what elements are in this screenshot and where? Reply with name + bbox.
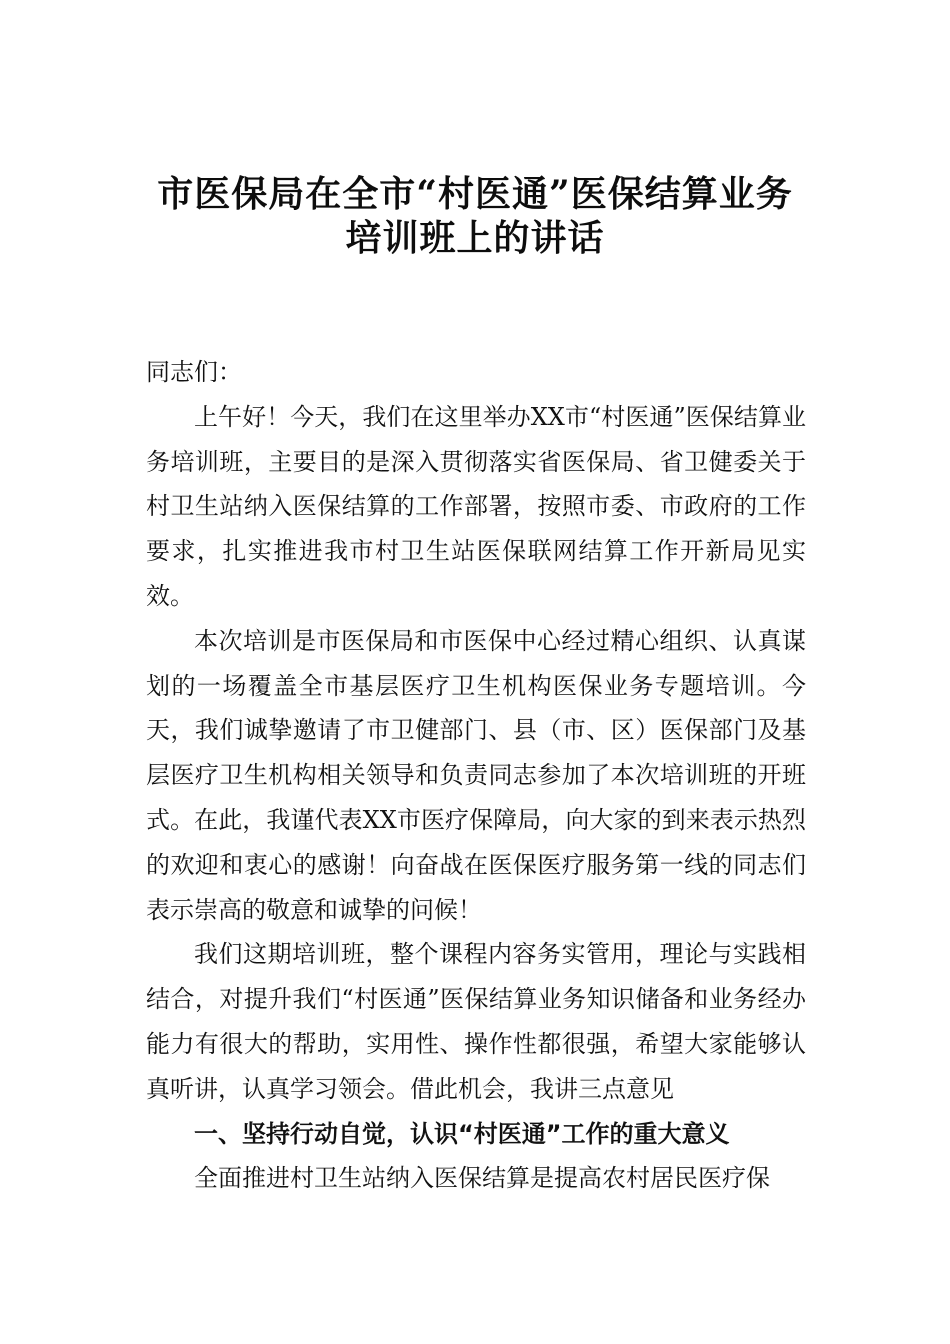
document-title-line-1: 市医保局在全市“村医通”医保结算业务 xyxy=(157,173,793,215)
section-heading-1: 一、坚持行动自觉，认识“村医通”工作的重大意义 xyxy=(194,1119,730,1148)
body-paragraph-2: 本次培训是市医保局和市医保中心经过精心组织、认真谋划的一场覆盖全市基层医疗卫生机构医保业务专题培训。今天，我们诚挚邀请了市卫健部门、县（市、区）医保部门及基层医疗卫生机构相关领导和负责同志参加了本次培训班的开班式。在此，我谨代表XX市医疗保障局，向大家的到来表示热烈的欢迎和衷心的感谢！向奋战在医保医疗服务第一线的同志们表示崇高的敬意和诚挚的问候！ xyxy=(146,626,806,924)
salutation: 同志们： xyxy=(146,358,242,386)
body-paragraph-3: 我们这期培训班，整个课程内容务实管用，理论与实践相结合，对提升我们“村医通”医保结算业务知识储备和业务经办能力有很大的帮助，实用性、操作性都很强，希望大家能够认真听讲，认真学习领会。借此机会，我讲三点意见 xyxy=(146,940,806,1103)
document-title-line-2: 培训班上的讲话 xyxy=(345,217,605,259)
body-paragraph-1: 上午好！今天，我们在这里举办XX市“村医通”医保结算业务培训班，主要目的是深入贯彻落实省医保局、省卫健委关于村卫生站纳入医保结算的工作部署，按照市委、市政府的工作要求，扎实推进我市村卫生站医保联网结算工作开新局见实效。 xyxy=(146,402,806,610)
section-paragraph-1: 全面推进村卫生站纳入医保结算是提高农村居民医疗保 xyxy=(194,1164,770,1193)
document-body xyxy=(146,350,806,1201)
